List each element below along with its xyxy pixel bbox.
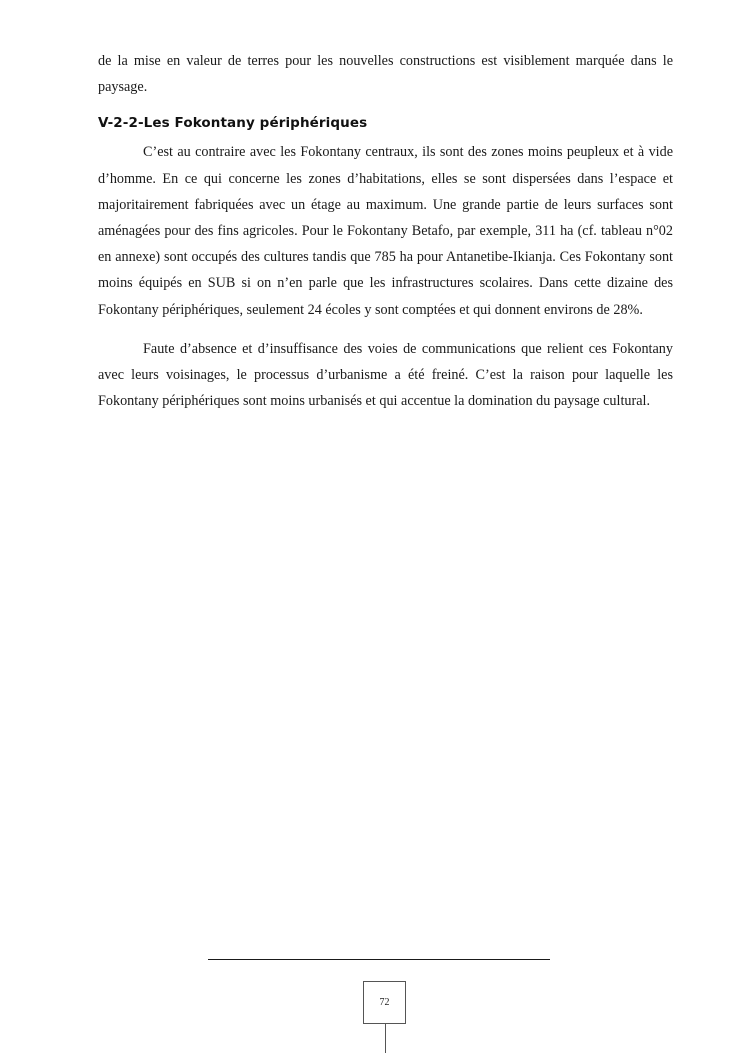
- paragraph-1: C’est au contraire avec les Fokontany centraux, ils sont des zones moins peupleux et à vide d’homme. En ce qui concerne les zones d’habitations, elles se sont dispersées dans l’espace et majoritairement fabriquées avec un étage au maximum. Une grande partie de leurs surfaces sont aménagées pour des fins agricoles. Pour le Fokontany Betafo, par exemple, 311 ha (cf. tableau n°02 en annexe) sont occupés des cultures tandis que 785 ha pour Antanetibe-Ikianja. Ces Fokontany sont moins équipés en SUB si on n’en parle que les infrastructures scolaires. Dans cette dizaine des Fokontany périphériques, seulement 24 écoles y sont comptées et qui donnent environs de 28%.: [98, 144, 673, 318]
- section-heading: V-2-2-Les Fokontany périphériques: [98, 115, 368, 132]
- paragraph-intro: de la mise en valeur de terres pour les nouvelles constructions est visiblement marquée dans le paysage.: [98, 53, 673, 96]
- page-number: 72: [379, 997, 390, 1008]
- paragraph-spacer: [98, 323, 673, 336]
- page-body: [98, 48, 673, 414]
- footer-divider: [208, 959, 550, 960]
- page-number-connector: [385, 1024, 386, 1053]
- paragraph-2: Faute d’absence et d’insuffisance des voies de communications que relient ces Fokontany avec leurs voisinages, le processus d’urbanisme a été freiné. C’est la raison pour laquelle les Fokontany périphériques sont moins urbanisés et qui accentue la domination du paysage cultural.: [98, 340, 673, 410]
- page-number-box: [363, 981, 406, 1024]
